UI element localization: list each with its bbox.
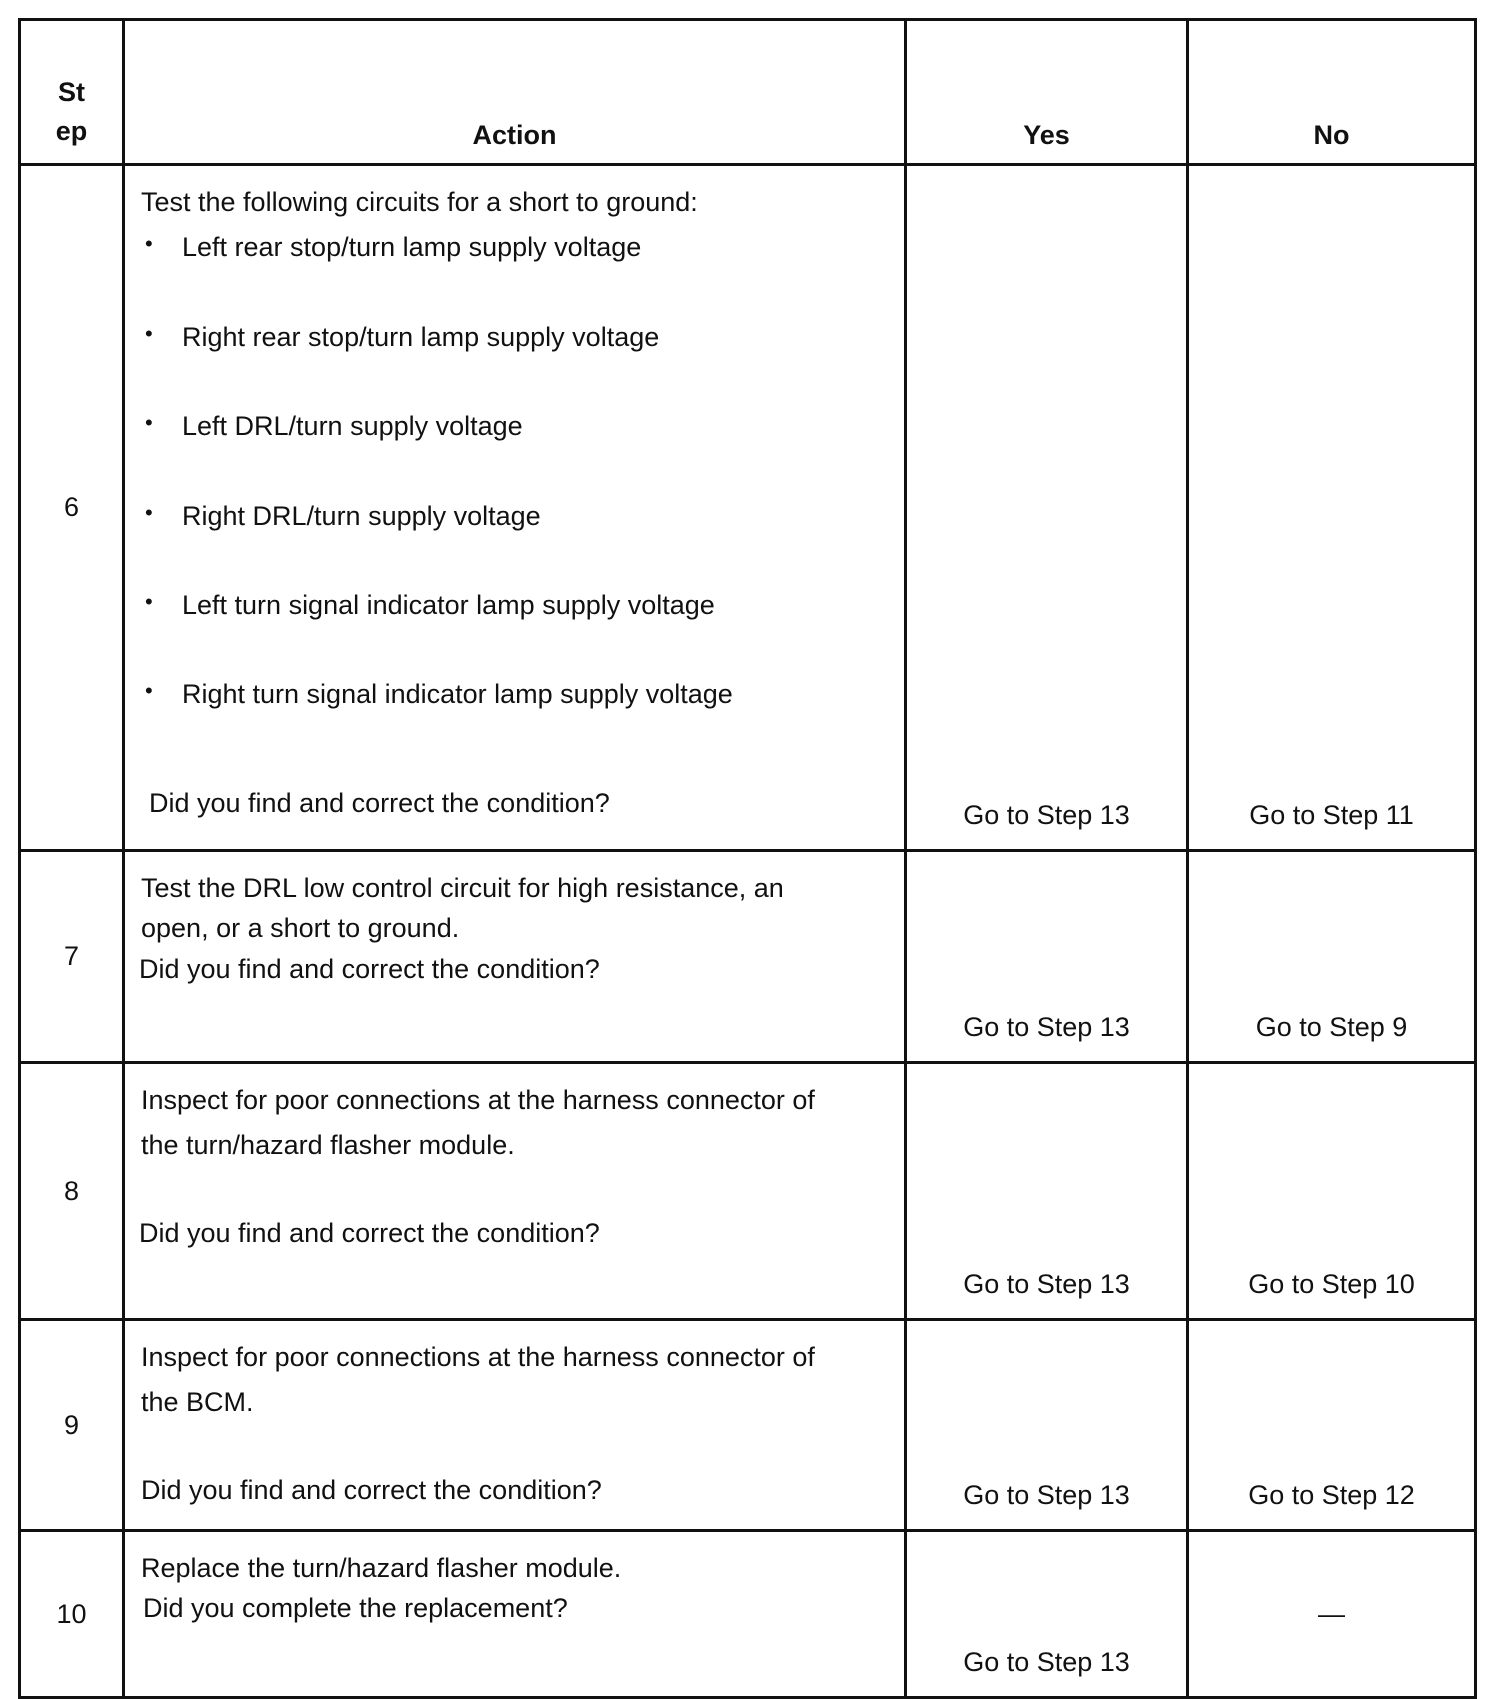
no-result: Go to Step 11 (1249, 799, 1414, 830)
yes-result: Go to Step 13 (963, 1268, 1130, 1299)
yes-cell (906, 165, 1188, 851)
action-question: Did you complete the replacement? (143, 1593, 568, 1624)
no-cell (1188, 1320, 1476, 1531)
no-result: Go to Step 10 (1248, 1268, 1415, 1299)
header-row (20, 20, 1476, 165)
header-no: No (1188, 20, 1476, 165)
action-text-line1: Test the DRL low control circuit for high resistance, an (141, 873, 784, 903)
no-cell (1188, 165, 1476, 851)
table-row (20, 165, 1476, 851)
bullet-icon: • (145, 231, 153, 257)
no-result: — (1318, 1598, 1345, 1629)
list-item: • Right turn signal indicator lamp supply voltage (145, 678, 733, 710)
header-step (20, 20, 124, 165)
step-number: 8 (20, 1063, 124, 1320)
step-number: 10 (20, 1531, 124, 1698)
action-cell (124, 851, 906, 1063)
step-number: 9 (20, 1320, 124, 1531)
action-cell (124, 1063, 906, 1320)
yes-cell (906, 851, 1188, 1063)
diagnostic-table (18, 18, 1477, 1699)
action-question: Did you find and correct the condition? (139, 953, 600, 984)
step-number: 6 (20, 165, 124, 851)
header-yes: Yes (906, 20, 1188, 165)
no-result: Go to Step 9 (1255, 1011, 1408, 1042)
action-text-line2: open, or a short to ground. (141, 913, 460, 944)
yes-result: Go to Step 13 (963, 1011, 1130, 1042)
table-row (20, 851, 1476, 1063)
list-item: • Left turn signal indicator lamp supply voltage (145, 588, 715, 620)
circuit-list (141, 231, 886, 710)
action-text-line1: Inspect for poor connections at the harness connector of (141, 1085, 815, 1115)
no-result: Go to Step 12 (1248, 1479, 1415, 1510)
bullet-icon: • (145, 499, 153, 525)
action-text-line1: Inspect for poor connections at the harness connector of (141, 1342, 815, 1372)
bullet-icon: • (145, 410, 153, 436)
step-number: 7 (20, 851, 124, 1063)
yes-result: Go to Step 13 (963, 799, 1130, 830)
bullet-icon: • (145, 678, 153, 704)
list-item: • Left rear stop/turn lamp supply voltage (145, 231, 642, 263)
header-step-label: St ep (55, 76, 88, 146)
bullet-icon: • (145, 588, 153, 614)
yes-cell (906, 1320, 1188, 1531)
no-cell (1188, 851, 1476, 1063)
action-cell (124, 1531, 906, 1698)
list-item: • Right rear stop/turn lamp supply voltage (145, 320, 660, 352)
no-cell (1188, 1531, 1476, 1698)
action-question: Did you find and correct the condition? (149, 787, 610, 818)
yes-result: Go to Step 13 (963, 1479, 1130, 1510)
yes-result: Go to Step 13 (963, 1646, 1130, 1677)
no-cell (1188, 1063, 1476, 1320)
action-cell (124, 165, 906, 851)
list-item: • Right DRL/turn supply voltage (145, 499, 541, 531)
action-text-line2: the turn/hazard flasher module. (141, 1130, 515, 1161)
action-intro: Test the following circuits for a short to ground: (141, 187, 698, 217)
action-text-line1: Replace the turn/hazard flasher module. (141, 1553, 622, 1583)
header-action: Action (124, 20, 906, 165)
action-cell (124, 1320, 906, 1531)
table-row (20, 1063, 1476, 1320)
list-item: • Left DRL/turn supply voltage (145, 410, 523, 442)
yes-cell (906, 1063, 1188, 1320)
table-row (20, 1320, 1476, 1531)
action-question: Did you find and correct the condition? (141, 1474, 602, 1505)
bullet-icon: • (145, 320, 153, 346)
action-question: Did you find and correct the condition? (139, 1217, 600, 1248)
action-text-line2: the BCM. (141, 1387, 254, 1418)
table-row (20, 1531, 1476, 1698)
yes-cell (906, 1531, 1188, 1698)
